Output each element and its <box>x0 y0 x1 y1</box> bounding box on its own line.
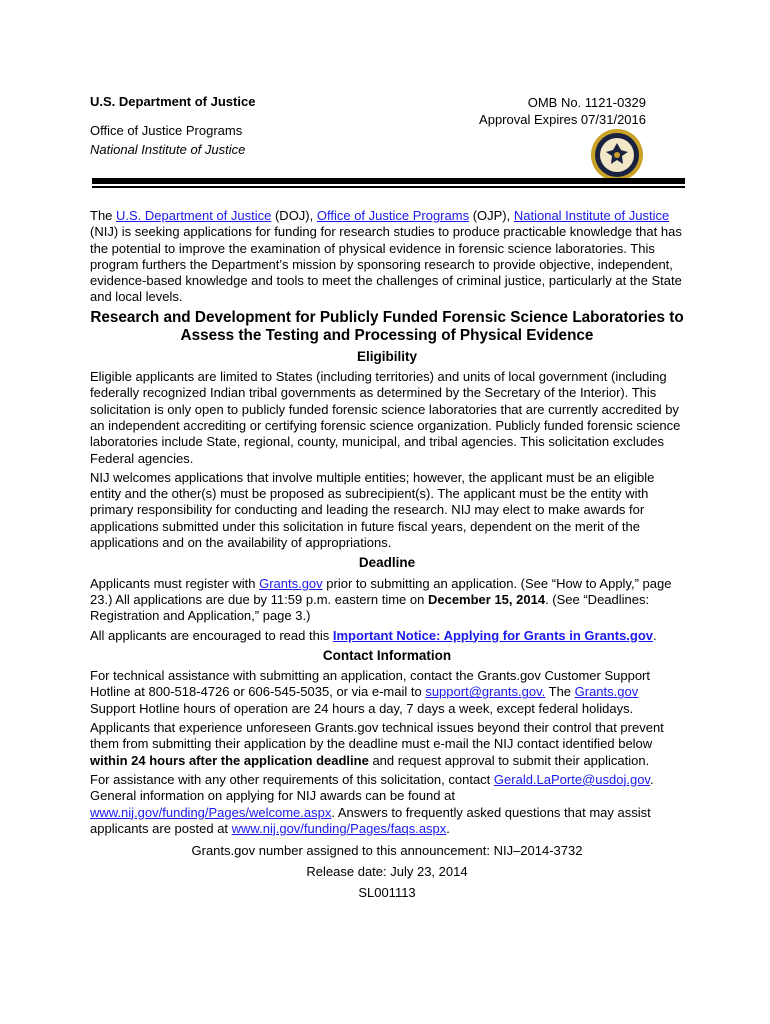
contact-heading: Contact Information <box>322 647 452 663</box>
ojp-link[interactable]: Office of Justice Programs <box>316 208 470 223</box>
contact-text-1b: The <box>545 684 575 700</box>
deadline-text-1: Applicants must register with <box>90 575 260 591</box>
announcement-number: Grants.gov number assigned to this announcement: NIJ–2014-3732 <box>191 843 583 859</box>
deadline-heading: Deadline <box>358 555 416 571</box>
eligibility-heading: Eligibility <box>356 348 417 364</box>
contact-text-3c: . Answers to frequently asked questions that may assist applicants are posted at <box>90 804 651 836</box>
notice-text: All applicants are encouraged to read this <box>90 627 333 643</box>
intro-text-2: (DOJ), <box>271 208 317 223</box>
letterhead <box>90 94 680 178</box>
rule-thick <box>92 178 685 184</box>
agency-name: U.S. Department of Justice <box>90 94 256 109</box>
contact-paragraph-1 <box>90 668 684 717</box>
omb-number: OMB No. 1121-0329 <box>527 95 646 110</box>
solicitation-title <box>90 309 684 345</box>
contact-text-3d: . <box>446 820 450 836</box>
faqs-page-link[interactable]: www.nij.gov/funding/Pages/faqs.aspx <box>231 820 447 836</box>
letterhead-right <box>479 94 646 128</box>
laporte-email-link[interactable]: Gerald.LaPorte@usdoj.gov <box>493 771 650 787</box>
solicitation-code: SL001113 <box>358 885 416 901</box>
document-body <box>90 208 684 903</box>
important-notice-link[interactable]: Important Notice: Applying for Grants in Grants.gov <box>332 627 654 643</box>
deadline-date: December 15, 2014 <box>427 591 546 607</box>
eligibility-paragraph-1: Eligible applicants are limited to States (including territories) and units of local government (including federally recognized Indian tribal governments as determined by the Secretary of the Interior). This solicitation is only open to publicly funded forensic science laboratories that are currently accredited by an independent accrediting or certifying forensic science organization. Publicly funded forensic science laboratories include State, regional, county, municipal, and tribal agencies. This solicitation excludes Federal agencies. <box>90 369 681 466</box>
intro-text-1: The <box>90 208 117 223</box>
grants-gov-link[interactable]: Grants.gov <box>259 575 323 591</box>
welcome-page-link[interactable]: www.nij.gov/funding/Pages/welcome.aspx <box>90 804 332 820</box>
support-email-link[interactable]: support@grants.gov. <box>425 684 546 700</box>
institute-name: National Institute of Justice <box>90 142 246 157</box>
intro-text-3: (OJP), <box>469 208 514 223</box>
doj-link[interactable]: U.S. Department of Justice <box>116 208 272 223</box>
title-line-2: Assess the Testing and Processing of Physical Evidence <box>180 326 594 344</box>
contact-text-1c: Support Hotline hours of operation are 24 hours a day, 7 days a week, except federal holidays. <box>90 700 634 716</box>
doj-seal-icon <box>590 128 644 182</box>
document-page <box>90 94 684 901</box>
contact-text-2c: and request approval to submit their application. <box>368 752 650 768</box>
contact-text-3b: . General information on applying for NIJ awards can be found at <box>90 771 654 804</box>
notice-period: . <box>653 627 657 643</box>
contact-paragraph-3 <box>90 772 684 837</box>
notice-paragraph <box>90 628 684 644</box>
approval-expiry: Approval Expires 07/31/2016 <box>479 112 646 127</box>
grants-gov-link-2[interactable]: Grants.gov <box>574 684 639 700</box>
header-rule <box>92 178 685 188</box>
intro-paragraph <box>90 208 684 306</box>
contact-paragraph-2 <box>90 720 684 769</box>
title-line-1: Research and Development for Publicly Funded Forensic Science Laboratories to <box>90 308 684 326</box>
deadline-paragraph <box>90 576 684 625</box>
intro-text-4: (NIJ) is seeking applications for funding for research studies to produce practicable knowledge that has the potential to improve the examination of physical evidence in forensic science laboratories. This program furthers the Department’s mission by sponsoring research to provide objective, independent, evidence-based knowledge and tools to meet the challenges of criminal justice, particularly at the State and local levels. <box>90 224 682 305</box>
letterhead-left <box>90 94 255 157</box>
contact-text-2a: Applicants that experience unforeseen Grants.gov technical issues beyond their control that prevent them from submitting their application by the deadline must e-mail the NIJ contact identified below <box>90 720 664 752</box>
eligibility-paragraph-2: NIJ welcomes applications that involve multiple entities; however, the applicant must be an eligible entity and the other(s) must be proposed as subrecipient(s). The applicant must be the entity with primary responsibility for conducting and leading the research. NIJ may elect to make awards for applications submitted under this solicitation in future fiscal years, dependent on the merit of the applications and on the availability of appropriations. <box>90 469 655 551</box>
rule-thin <box>92 186 685 188</box>
deadline-text-3: . (See “Deadlines: Registration and Application,” page 3.) <box>90 591 650 624</box>
contact-text-3a: For assistance with any other requirements of this solicitation, contact <box>90 771 494 787</box>
office-name: Office of Justice Programs <box>90 123 243 138</box>
deadline-text-2: prior to submitting an application. (See “How to Apply,” page 23.) All applications are due by 11:59 p.m. eastern time on <box>90 575 672 607</box>
release-date: Release date: July 23, 2014 <box>306 864 468 880</box>
nij-link[interactable]: National Institute of Justice <box>513 208 670 223</box>
contact-text-1a: For technical assistance with submitting an application, contact the Grants.gov Customer Support Hotline at 800-518-4726 or 606-545-5035, or via e-mail to <box>90 668 651 700</box>
contact-deadline-bold: within 24 hours after the application deadline <box>90 752 369 768</box>
